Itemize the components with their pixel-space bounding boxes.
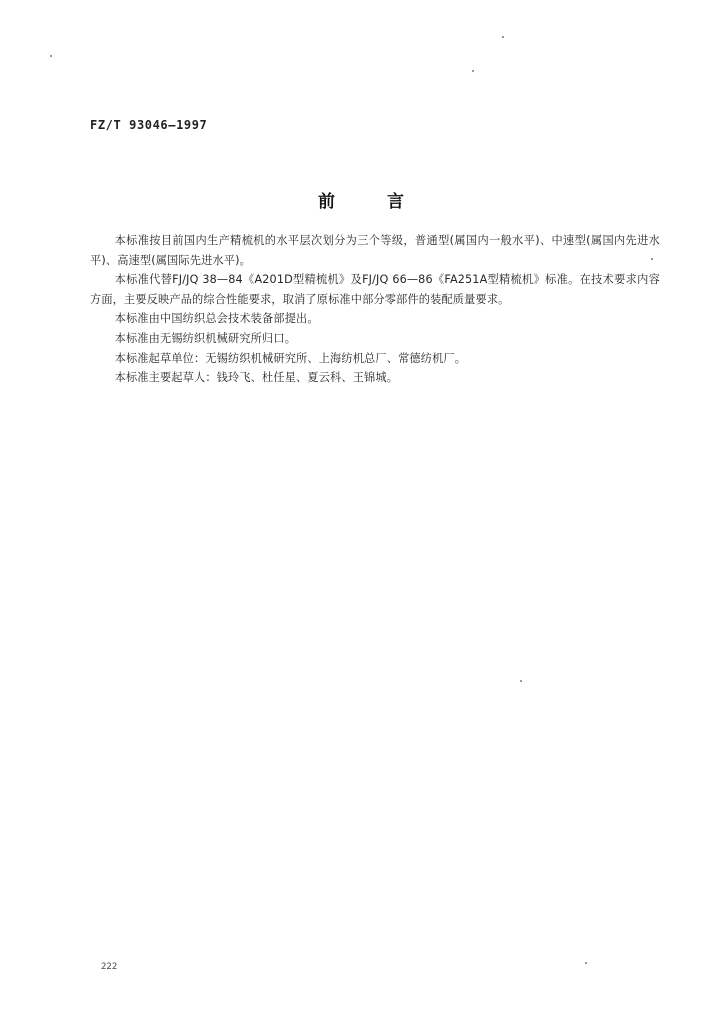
heading-char-1: 前	[318, 192, 335, 212]
paragraph-drafters: 本标准主要起草人：钱玲飞、杜任星、夏云科、王锦城。	[114, 371, 399, 385]
scan-speck	[651, 258, 653, 260]
paragraph-administrator: 本标准由无锡纺织机械研究所归口。	[114, 331, 297, 345]
preface-body	[90, 231, 660, 388]
paragraph-grading: 本标准按目前国内生产精梳机的水平层次划分为三个等级，普通型(属国内一般水平)、中速型(属国内先进水平)、高速型(属国际先进水平)。	[90, 234, 660, 267]
preface-heading	[0, 187, 722, 212]
paragraph-drafting-units: 本标准起草单位：无锡纺织机械研究所、上海纺机总厂、常德纺机厂。	[114, 351, 467, 365]
paragraph-proposer: 本标准由中国纺织总会技术装备部提出。	[114, 312, 319, 326]
scan-speck	[502, 36, 504, 38]
page-number: 222	[101, 962, 118, 972]
paragraph-replacement: 本标准代替FJ/JQ 38—84《A201D型精梳机》及FJ/JQ 66—86《FA251A型精梳机》标准。在技术要求内容方面，主要反映产品的综合性能要求，取消了原标准中部分零部件的装配质量要求。	[90, 273, 660, 306]
scan-speck	[50, 55, 52, 57]
scan-speck	[585, 962, 587, 964]
scan-speck	[472, 70, 474, 72]
heading-char-2: 言	[387, 192, 404, 212]
scan-speck	[520, 680, 522, 682]
standard-code: FZ/T 93046—1997	[90, 118, 208, 132]
